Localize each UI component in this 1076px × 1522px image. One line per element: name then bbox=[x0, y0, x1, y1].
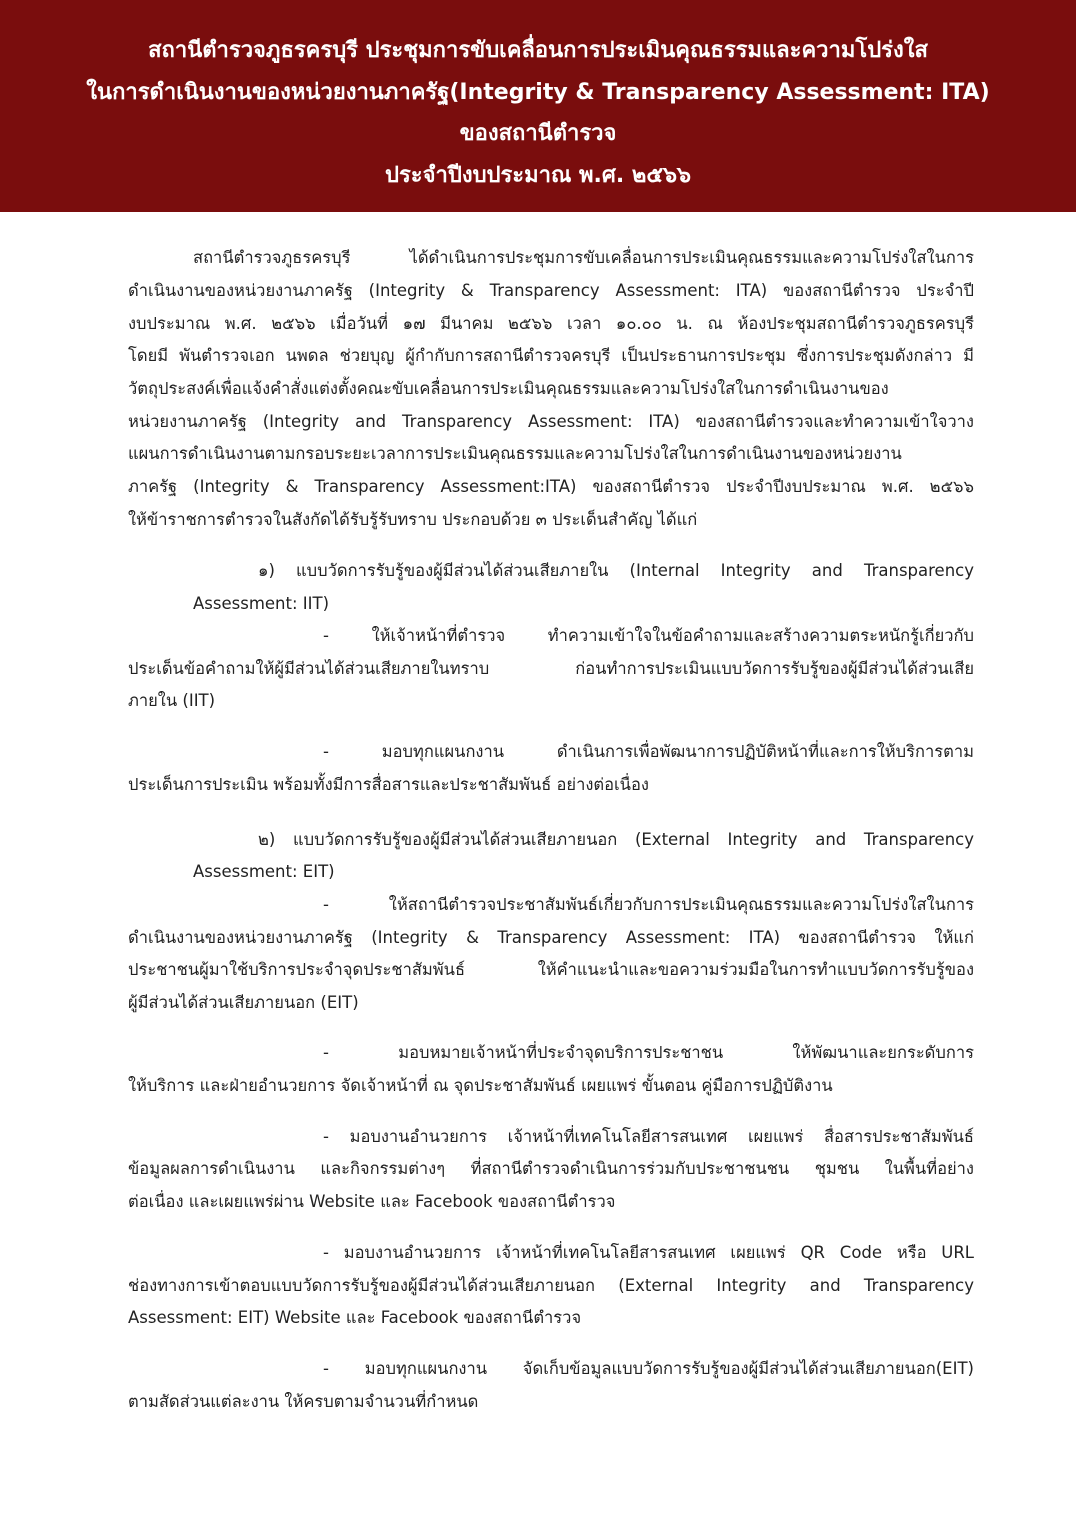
intro-line: สถานีตำรวจภูธรครบุรี ได้ดำเนินการประชุมการขับเคลื่อนการประเมินคุณธรรมและความโปร่งใสในการ bbox=[193, 248, 974, 267]
intro-line: งบประมาณ พ.ศ. ๒๕๖๖ เมื่อวันที่ ๑๗ มีนาคม ๒๕๖๖ เวลา ๑๐.๐๐ น. ณ ห้องประชุมสถานีตำรวจภูธรครบุรี bbox=[128, 314, 974, 333]
bullet-line: ให้บริการ และฝ่ายอำนวยการ จัดเจ้าหน้าที่ ณ จุดประชาสัมพันธ์ เผยแพร่ ขั้นตอน คู่มือการปฏิบัติงาน bbox=[128, 1076, 833, 1095]
title-line-3: ของสถานีตำรวจ bbox=[459, 121, 617, 146]
section-heading: ๒) แบบวัดการรับรู้ของผู้มีส่วนได้ส่วนเสียภายนอก (External Integrity and Transparency bbox=[258, 830, 974, 849]
bullet-line: - ให้เจ้าหน้าที่ตำรวจ ทำความเข้าใจในข้อคำถามและสร้างความตระหนักรู้เกี่ยวกับ bbox=[323, 626, 974, 645]
intro-line: โดยมี พันตำรวจเอก นพดล ช่วยบุญ ผู้กำกับการสถานีตำรวจครบุรี เป็นประธานการประชุม ซึ่งการประชุมดังกล่าว มี bbox=[128, 346, 974, 365]
intro-line: ให้ข้าราชการตำรวจในสังกัดได้รับรู้รับทราบ ประกอบด้วย ๓ ประเด็นสำคัญ ได้แก่ bbox=[128, 510, 698, 529]
bullet-line: ภายใน (IIT) bbox=[128, 691, 216, 710]
bullet-line: - มอบงานอำนวยการ เจ้าหน้าที่เทคโนโลยีสารสนเทศ เผยแพร่ สื่อสารประชาสัมพันธ์ bbox=[323, 1127, 974, 1146]
bullet-line: ประเด็นการประเมิน พร้อมทั้งมีการสื่อสารและประชาสัมพันธ์ อย่างต่อเนื่อง bbox=[128, 775, 649, 794]
bullet-line: ต่อเนื่อง และเผยแพร่ผ่าน Website และ Facebook ของสถานีตำรวจ bbox=[128, 1192, 616, 1211]
title-line-2: ในการดำเนินงานของหน่วยงานภาครัฐ(Integrity & Transparency Assessment: ITA) bbox=[86, 80, 990, 105]
intro-line: วัตถุประสงค์เพื่อแจ้งคำสั่งแต่งตั้งคณะขับเคลื่อนการประเมินคุณธรรมและความโปร่งใสในการดำเนินงานของ bbox=[128, 379, 889, 398]
bullet-line: ข้อมูลผลการดำเนินงาน และกิจกรรมต่างๆ ที่สถานีตำรวจดำเนินการร่วมกับประชาชนชน ชุมชน ในพื้นที่อย่าง bbox=[128, 1159, 974, 1178]
bullet-line: ตามสัดส่วนแต่ละงาน ให้ครบตามจำนวนที่กำหนด bbox=[128, 1392, 479, 1411]
bullet-line: ผู้มีส่วนได้ส่วนเสียภายนอก (EIT) bbox=[128, 993, 359, 1012]
title-line-4: ประจำปีงบประมาณ พ.ศ. ๒๕๖๖ bbox=[385, 163, 691, 188]
bullet-line: Assessment: EIT) Website และ Facebook ของสถานีตำรวจ bbox=[128, 1308, 582, 1327]
bullet-line: ดำเนินงานของหน่วยงานภาครัฐ (Integrity & Transparency Assessment: ITA) ของสถานีตำรวจ ให้แก่ bbox=[128, 928, 974, 947]
intro-line: ดำเนินงานของหน่วยงานภาครัฐ (Integrity & Transparency Assessment: ITA) ของสถานีตำรวจ ประจำปี bbox=[128, 281, 974, 300]
intro-line: แผนการดำเนินงานตามกรอบระยะเวลาการประเมินคุณธรรมและความโปร่งใสในการดำเนินงานของหน่วยงาน bbox=[128, 444, 902, 463]
section-heading: Assessment: EIT) bbox=[193, 862, 335, 881]
bullet-line: ประเด็นข้อคำถามให้ผู้มีส่วนได้ส่วนเสียภายในทราบ ก่อนทำการประเมินแบบวัดการรับรู้ของผู้มีส่วนได้ส่วนเสีย bbox=[128, 659, 974, 678]
bullet-line: - มอบทุกแผนกงาน จัดเก็บข้อมูลแบบวัดการรับรู้ของผู้มีส่วนได้ส่วนเสียภายนอก(EIT) bbox=[323, 1359, 974, 1378]
intro-line: ภาครัฐ (Integrity & Transparency Assessment:ITA) ของสถานีตำรวจ ประจำปีงบประมาณ พ.ศ. ๒๕๖๖ bbox=[128, 477, 974, 496]
section-heading: Assessment: IIT) bbox=[193, 594, 330, 613]
title-line-1: สถานีตำรวจภูธรครบุรี ประชุมการขับเคลื่อนการประเมินคุณธรรมและความโปร่งใส bbox=[148, 38, 928, 63]
bullet-line: - มอบงานอำนวยการ เจ้าหน้าที่เทคโนโลยีสารสนเทศ เผยแพร่ QR Code หรือ URL bbox=[323, 1243, 974, 1262]
bullet-line: - มอบทุกแผนกงาน ดำเนินการเพื่อพัฒนาการปฏิบัติหน้าที่และการให้บริการตาม bbox=[323, 742, 974, 761]
section-heading: ๑) แบบวัดการรับรู้ของผู้มีส่วนได้ส่วนเสียภายใน (Internal Integrity and Transparency bbox=[258, 561, 974, 580]
bullet-line: - ให้สถานีตำรวจประชาสัมพันธ์เกี่ยวกับการประเมินคุณธรรมและความโปร่งใสในการ bbox=[323, 895, 974, 914]
bullet-line: - มอบหมายเจ้าหน้าที่ประจำจุดบริการประชาชน ให้พัฒนาและยกระดับการ bbox=[323, 1043, 974, 1062]
bullet-line: ประชาชนผู้มาใช้บริการประจำจุดประชาสัมพันธ์ ให้คำแนะนำและขอความร่วมมือในการทำแบบวัดการรับรู้ของ bbox=[128, 960, 974, 979]
bullet-line: ช่องทางการเข้าตอบแบบวัดการรับรู้ของผู้มีส่วนได้ส่วนเสียภายนอก (External Integrity and Transparency bbox=[128, 1276, 974, 1295]
intro-line: หน่วยงานภาครัฐ (Integrity and Transparency Assessment: ITA) ของสถานีตำรวจและทำความเข้าใจวาง bbox=[128, 412, 974, 431]
